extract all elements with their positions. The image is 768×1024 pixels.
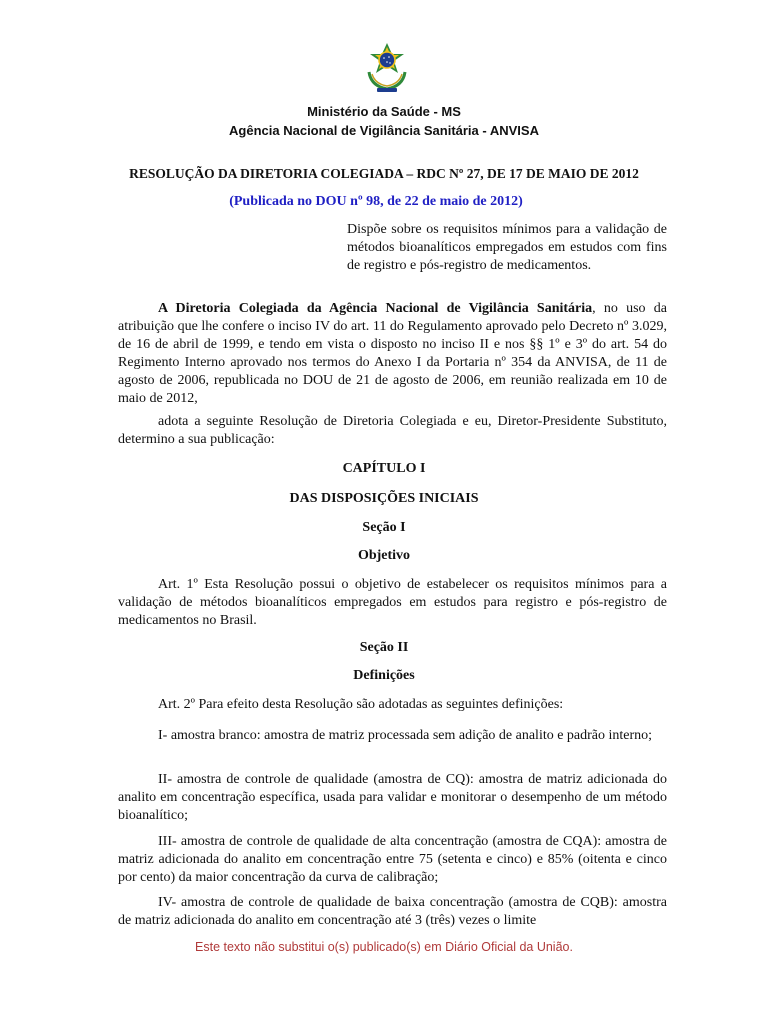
brazil-coat-of-arms-icon (363, 42, 411, 94)
section1-heading: Seção I (362, 520, 406, 535)
section2-heading: Seção II (359, 640, 409, 655)
article-1-text: Art. 1º Esta Resolução possui o objetivo de estabelecer os requisitos mínimos para a validação de métodos bioanalíticos empregados em estudos para registro e pós-registro de medicamentos no Brasil. (118, 577, 667, 628)
agency-name: Agência Nacional de Vigilância Sanitária - ANVISA (229, 123, 539, 138)
section1-title: Objetivo (357, 548, 411, 563)
adopt-paragraph (118, 413, 667, 449)
footer-disclaimer: Este texto não substitui o(s) publicado(s) em Diário Oficial da União. (195, 940, 573, 954)
preamble-rest: , no uso da atribuição que lhe confere o inciso IV do art. 11 do Regulamento aprovado pelo Decreto nº 3.029, de 16 de abril de 1999, e tendo em vista o disposto no inciso II e nos §§ 1º e 3º do art. 54 do Regimento Interno aprovado nos termos do Anexo I da Portaria nº 354 da ANVISA, de 11 de agosto de 2006, republicada no DOU de 21 de agosto de 2006, em reunião realizada em 10 de maio de 2012, (118, 301, 667, 406)
definition-item-4 (118, 894, 667, 930)
adopt-text: adota a seguinte Resolução de Diretoria Colegiada e eu, Diretor-Presidente Substituto, determino a sua publicação: (118, 414, 667, 447)
preamble-bold-lead: A Diretoria Colegiada da Agência Nacional de Vigilância Sanitária (158, 301, 593, 316)
article-2-text: Art. 2º Para efeito desta Resolução são adotadas as seguintes definições: (158, 697, 564, 712)
publication-note: (Publicada no DOU nº 98, de 22 de maio de 2012) (229, 194, 523, 209)
section2-title: Definições (353, 668, 415, 683)
definition-item-4-text: IV- amostra de controle de qualidade de baixa concentração (amostra de CQB): amostra de matriz adicionada do analito em concentração até 3 (três) vezes o limite (118, 895, 667, 928)
ministry-name: Ministério da Saúde - MS (307, 104, 461, 119)
article-1 (118, 576, 667, 630)
article-2 (118, 696, 667, 714)
resolution-title: RESOLUÇÃO DA DIRETORIA COLEGIADA – RDC Nº 27, DE 17 DE MAIO DE 2012 (129, 166, 639, 181)
chapter-heading: CAPÍTULO I (342, 461, 426, 476)
definition-item-1 (118, 727, 667, 745)
definition-item-3 (118, 833, 667, 887)
preamble (118, 300, 667, 408)
chapter-title: DAS DISPOSIÇÕES INICIAIS (289, 491, 479, 506)
definition-item-3-text: III- amostra de controle de qualidade de alta concentração (amostra de CQA): amostra de matriz adicionada do analito em concentração entre 75 (setenta e cinco) e 85% (oitenta e cinco por cento) da maior concentração da curva de calibração; (118, 834, 667, 885)
definition-item-2 (118, 771, 667, 825)
definition-item-2-text: II- amostra de controle de qualidade (amostra de CQ): amostra de matriz adicionada do analito em concentração específica, usada para validar e monitorar o desempenho de um método bioanalítico; (118, 772, 667, 823)
ementa-text: Dispõe sobre os requisitos mínimos para a validação de métodos bioanalíticos empregados em estudos com fins de registro e pós-registro de medicamentos. (347, 222, 667, 273)
definition-item-1-text: I- amostra branco: amostra de matriz processada sem adição de analito e padrão interno; (158, 728, 653, 743)
